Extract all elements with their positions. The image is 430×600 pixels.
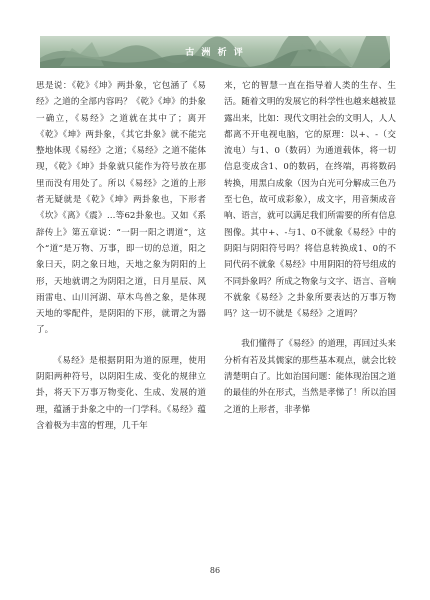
page-number: 86 <box>209 566 221 575</box>
right-paragraph-2: 我们懂得了《易经》的道理，再回过头来分析有若及其儒家的那些基本观点，就会比较清楚明白了。比如治国问题：能体现治国之道的最佳的外在形式，当然是孝悌了！所以治国之道的上形者，非孝悌 <box>224 339 396 415</box>
left-paragraph-1: 思是说：《乾》《坤》两卦象，它包涵了《易经》之道的全部内容吗？《乾》《坤》的卦象一确立，《易经》之道就在其中了；离开《乾》《坤》两卦象，《其它卦象》就不能完整地体现《易经》之道；《易经》之道不能体现，《乾》《坤》卦象就只能作为符号放在那里而没有用处了。所以《易经》之道的上形者无疑就是《乾》《坤》两卦象也，下形者《坎》《离》《震》…等62卦象也。又如《系辞传上》第五章说：“一阴一阳之谓道”，这个“道”是万物、万事，即一切的总道，阳之象曰天，阴之象曰地，天地之象为阴阳的上形，天地就谓之为阴阳之道，日月星辰、风雨雷电、山川河湖、草木鸟兽之象，是体现天地的零配件，是阴阳的下形，就谓之为器了。 <box>36 81 206 336</box>
right-column <box>224 78 396 418</box>
left-paragraph-2: 《易经》是根据阴阳为道的原理，使用阴阳两种符号，以阴阳生成、变化的规律立卦，将天下万事万物变化、生成、发展的道理，蕴涵于卦象之中的一门学科。《易经》蕴含着极为丰富的哲理，几千年 <box>36 355 206 431</box>
right-paragraph-1: 来，它的智慧一直在指导着人类的生存、生活。随着文明的发展它的科学性也越来越被显露出来，比如：现代文明社会的文明人，人人都离不开电视电脑，它的原理：以+、-（交流电）与1、0（数码）为通道载体，将一切信息变成含1、0的数码，在终端，再将数码转换，用黑白成象（因为白光可分解成三色乃至七色，故可成彩象），成文字，用音频成音响、语言，就可以满足我们所需要的所有信息图像。其中+、-与1、0不就象《易经》中的阴阳与阴阳符号吗？将信息转换成1、0的不同代码不就象《易经》中用阴阳的符号组成的不同卦象吗？所成之物象与文字、语言、音响不就象《易经》之卦象所要表达的万事万物吗？这一切不就是《易经》之道吗？ <box>224 81 396 320</box>
header-title: 古 洲 析 评 <box>185 48 245 58</box>
header-banner <box>40 36 390 68</box>
left-column <box>36 78 206 434</box>
